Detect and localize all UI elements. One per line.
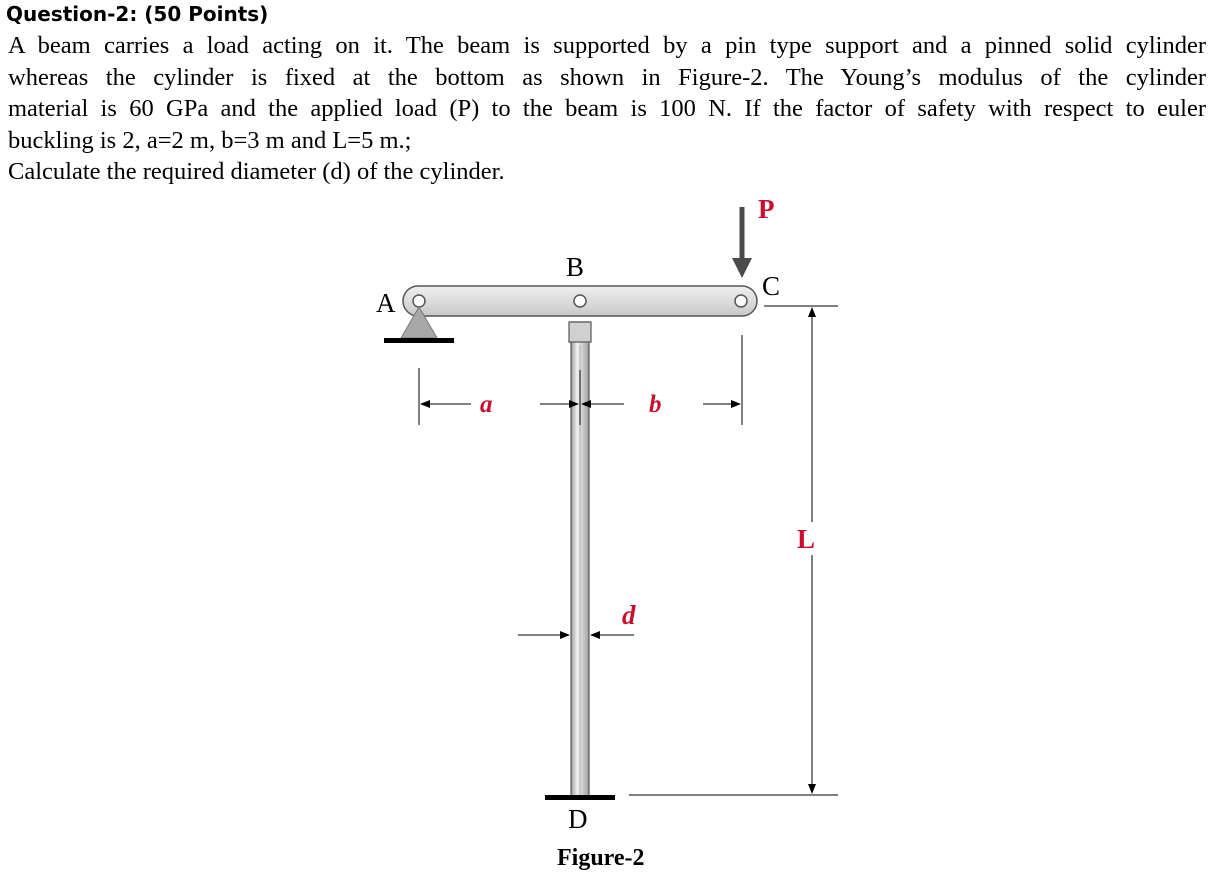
question-line-4: buckling is 2, a=2 m, b=3 m and L=5 m.; xyxy=(8,126,412,154)
point-label-d: D xyxy=(568,804,588,834)
question-line-5: Calculate the required diameter (d) of the cylinder. xyxy=(8,158,505,185)
dimension-label-d: d xyxy=(622,600,636,630)
question-line-3: material is 60 GPa and the applied load (P) to the beam is 100 N. If the factor of safety with respect to euler xyxy=(8,95,1206,122)
load-label-p: P xyxy=(758,194,775,224)
fixed-support-d xyxy=(545,795,615,800)
question-line-1: A beam carries a load acting on it. The beam is supported by a pin type support and a pinned solid cylinder xyxy=(8,32,1206,59)
pin-b-icon xyxy=(574,295,586,307)
pin-c-icon xyxy=(735,295,747,307)
point-label-c: C xyxy=(762,271,781,301)
pin-a-icon xyxy=(413,295,425,307)
question-line-2: whereas the cylinder is fixed at the bottom as shown in Figure-2. The Young’s modulus of the cylinder xyxy=(8,63,1206,91)
point-label-b: B xyxy=(566,252,585,282)
point-label-a: A xyxy=(376,288,396,318)
dimension-label-b: b xyxy=(649,391,662,418)
dimension-label-a: a xyxy=(480,391,493,418)
dimension-label-l: L xyxy=(797,524,816,554)
question-heading: Question-2: (50 Points) xyxy=(6,2,269,26)
beam-ac xyxy=(403,286,757,316)
load-arrow-p xyxy=(732,207,752,278)
figure-caption: Figure-2 xyxy=(557,845,645,871)
